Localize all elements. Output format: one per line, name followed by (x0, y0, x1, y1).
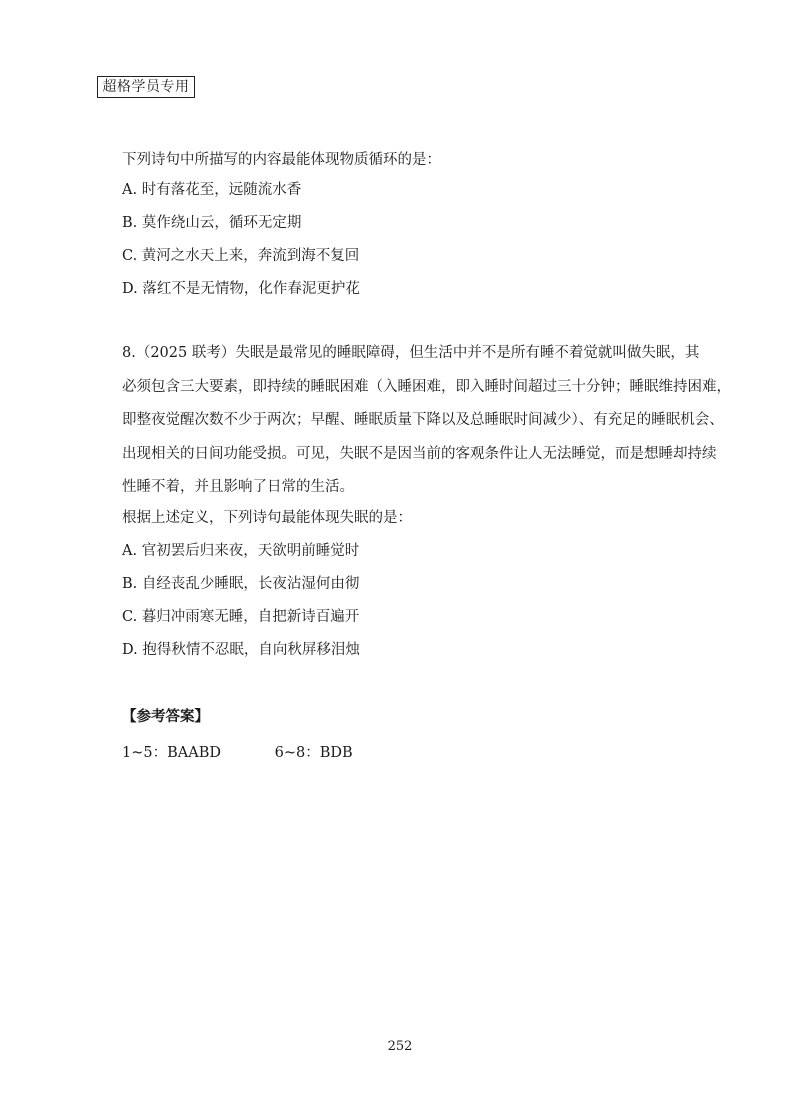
q8-option-d: D. 抱得秋情不忍眠，自向秋屏移泪烛 (122, 642, 360, 658)
student-only-stamp: 超格学员专用 (97, 76, 195, 98)
q7-option-c: C. 黄河之水天上来，奔流到海不复回 (122, 248, 360, 264)
q7-stem: 下列诗句中所描写的内容最能体现物质循环的是： (122, 152, 441, 168)
q8-passage (122, 337, 731, 505)
q7-option-b: B. 莫作绕山云，循环无定期 (122, 215, 302, 231)
q8-passage-row: 性睡不着，并且影响了日常的生活。 (122, 479, 354, 495)
q8-option-c: C. 暮归冲雨寒无睡，自把新诗百遍开 (122, 609, 360, 625)
q8-passage-row: 即整夜觉醒次数不少于两次；早醒、睡眠质量下降以及总睡眠时间减少）、有充足的睡眠机会、 (122, 412, 724, 428)
q8-stem: 根据上述定义，下列诗句最能体现失眠的是： (122, 510, 412, 526)
answer-range-1: 1~5：BAABD (122, 745, 221, 761)
q8-passage-row: 必须包含三大要素，即持续的睡眠困难（入睡困难，即入睡时间超过三十分钟；睡眠维持困难， (122, 378, 731, 395)
reference-answers (122, 743, 353, 763)
answer-range-2: 6~8：BDB (274, 745, 353, 761)
q8-passage-row: 8.（2025 联考）失眠是最常见的睡眠障碍，但生活中并不是所有睡不着觉就叫做失眠，其 (122, 345, 700, 361)
q7-option-d: D. 落红不是无情物，化作春泥更护花 (122, 281, 360, 297)
q8-passage-row: 出现相关的日间功能受损。可见，失眠不是因当前的客观条件让人无法睡觉，而是想睡却持续 (122, 445, 717, 462)
q8-option-a: A. 官初罢后归来夜，天欲明前睡觉时 (122, 543, 360, 559)
q7-option-a: A. 时有落花至，远随流水香 (122, 182, 302, 198)
page-number: 252 (387, 1039, 413, 1054)
reference-answer-heading: 【参考答案】 (122, 709, 209, 725)
q8-option-b: B. 自经丧乱少睡眠，长夜沾湿何由彻 (122, 576, 360, 592)
